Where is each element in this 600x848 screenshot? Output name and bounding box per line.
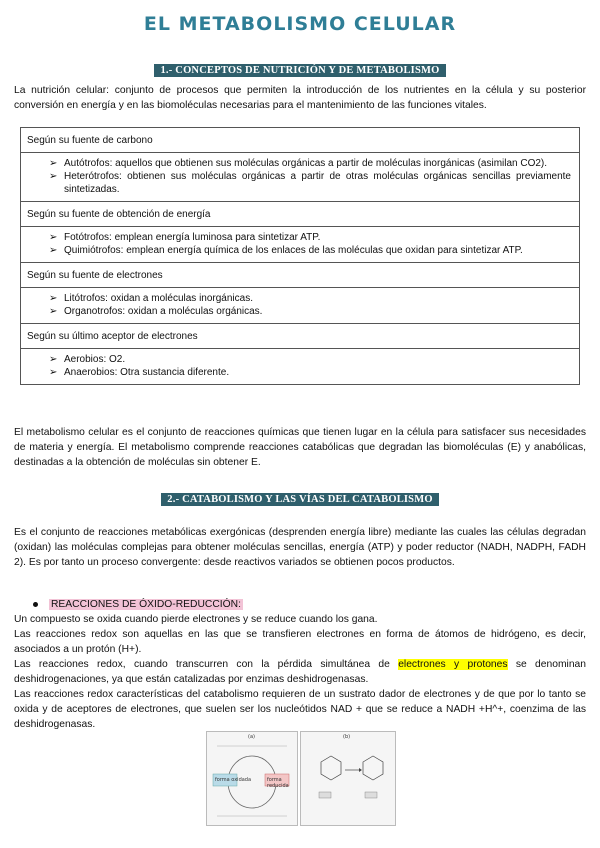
redox-paragraph-1: Un compuesto se oxida cuando pierde electrones y se reduce cuando los gana. [14, 614, 378, 625]
nad-ring [321, 756, 341, 780]
nutrition-definition: La nutrición celular: conjunto de procesos que permiten la introducción de los nutrientes en la célula y su posterior conversión en energía y en las biomoléculas necesarias para el mantenimiento de las funciones vitales. [14, 85, 586, 111]
list-item: ➢ Heterótrofos: obtienen sus moléculas orgánicas a partir de otras moléculas orgánicas sencillas previamente sintetizadas. [49, 170, 571, 196]
section-1-heading-band [0, 60, 600, 78]
redox-heading [33, 599, 243, 610]
nadh-ring [363, 756, 383, 780]
class-items-electrons [21, 288, 580, 324]
redox-paragraph-2: Las reacciones redox son aquellas en las que se transfieren electrones en forma de átomos de hidrógeno, es decir, asociados a un protón (H+). [14, 629, 586, 655]
nad-label-box [319, 792, 331, 798]
figure-b-caption: (b) [343, 734, 351, 740]
redox-cycle-figure [206, 731, 298, 826]
nad-structure-figure [300, 731, 396, 826]
figure-a-caption: (a) [248, 734, 255, 740]
class-header-energy: Según su fuente de obtención de energía [21, 202, 580, 227]
redox-paragraph-3 [14, 657, 586, 687]
class-items-acceptor [21, 349, 580, 385]
list-item: ➢ Quimiótrofos: emplean energía química de los enlaces de las moléculas que oxidan para sintetizar ATP. [49, 244, 571, 257]
class-items-energy [21, 227, 580, 263]
section-2-heading-band [0, 489, 600, 507]
nad-structure-diagram [301, 732, 395, 825]
list-item: ➢ Anaerobios: Otra sustancia diferente. [49, 366, 571, 379]
section-2-heading: 2.- CATABOLISMO Y LAS VÍAS DEL CATABOLISMO [161, 493, 438, 506]
class-items-carbon [21, 153, 580, 202]
list-item: ➢ Aerobios: O2. [49, 353, 571, 366]
redox-p3-pre: Las reacciones redox, cuando transcurren con la pérdida simultánea de [14, 659, 399, 670]
list-item: ➢ Organotrofos: oxidan a moléculas orgánicas. [49, 305, 571, 318]
redox-p3-post: se denominan deshidrogenaciones, ya que están catalizadas por enzimas deshidrogenasas. [14, 659, 586, 685]
oxidized-label: forma oxidada [215, 777, 252, 783]
bullet-dot-icon [33, 602, 38, 607]
nadh-label-box [365, 792, 377, 798]
reduced-label: forma reducida [267, 777, 289, 789]
list-item: ➢ Autótrofos: aquellos que obtienen sus moléculas orgánicas a partir de moléculas inorgánicas (asimilan CO2). [49, 157, 571, 170]
class-header-electrons: Según su fuente de electrones [21, 263, 580, 288]
redox-paragraph-4: Las reacciones redox características del catabolismo requieren de un sustrato dador de electrones y de que por lo tanto se oxida y de aceptores de electrones, que suelen ser los nucleótidos NAD + que se reduce a NADH +H^+, coenzima de las deshidrogenasas. [14, 689, 586, 730]
list-item: ➢ Fotótrofos: emplean energía luminosa para sintetizar ATP. [49, 231, 571, 244]
classification-table [20, 127, 580, 385]
arrow-head [359, 768, 362, 772]
highlighted-phrase: electrones y protones [398, 659, 508, 670]
list-item: ➢ Litótrofos: oxidan a moléculas inorgánicas. [49, 292, 571, 305]
class-header-carbon: Según su fuente de carbono [21, 128, 580, 153]
metabolism-definition: El metabolismo celular es el conjunto de reacciones químicas que tienen lugar en la célula para satisfacer sus necesidades de materia y energía. El metabolismo comprende reacciones catabólicas que degradan las biomoléculas (E) y anabólicas, destinadas a la obtención de moléculas sin obtener E. [14, 427, 586, 468]
catabolism-definition: Es el conjunto de reacciones metabólicas exergónicas (desprenden energía libre) mediante las cuales las células degradan (oxidan) las moléculas complejas para obtener moléculas sencillas, energía (ATP) y poder reductor (NADH, NADPH, FADH 2). Es por tanto un proceso convergente: desde reactivos variados se obtienen pocos productos. [14, 527, 586, 568]
section-1-heading: 1.- CONCEPTOS DE NUTRICIÓN Y DE METABOLISMO [154, 64, 445, 77]
page-title: EL METABOLISMO CELULAR [143, 13, 457, 35]
class-header-acceptor: Según su último aceptor de electrones [21, 324, 580, 349]
redox-heading-label: REACCIONES DE ÓXIDO-REDUCCIÓN: [51, 599, 241, 610]
